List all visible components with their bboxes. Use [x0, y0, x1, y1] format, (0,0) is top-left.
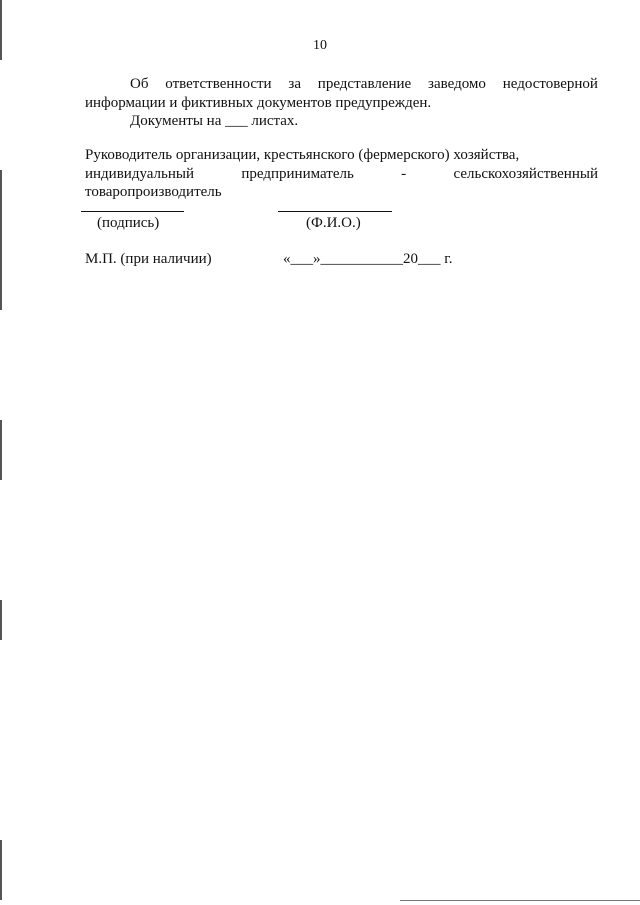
word: сельскохозяйственный — [453, 166, 598, 182]
documents-count-line: Документы на ___ листах. — [130, 113, 299, 129]
signature-caption: (подпись) — [97, 215, 160, 231]
word: за — [288, 76, 301, 92]
scan-edge-mark — [0, 600, 2, 640]
word: - — [401, 166, 407, 182]
head-line-3: товаропроизводитель — [85, 184, 222, 200]
word: представление — [317, 76, 412, 92]
page-number: 10 — [313, 38, 327, 53]
name-caption: (Ф.И.О.) — [306, 215, 361, 231]
date-line: «___»___________20___ г. — [283, 251, 453, 267]
scan-edge-mark — [0, 840, 2, 900]
name-line — [278, 211, 392, 212]
word: индивидуальный — [85, 166, 195, 182]
scan-edge-mark — [0, 170, 2, 310]
signature-line — [81, 211, 184, 212]
scan-edge-mark — [0, 420, 2, 480]
word: предприниматель — [241, 166, 354, 182]
responsibility-line-1 — [130, 75, 598, 94]
word: заведомо — [428, 76, 486, 92]
word: недостоверной — [502, 76, 598, 92]
word: ответственности — [165, 76, 272, 92]
head-line-2 — [85, 165, 598, 184]
stamp-label: М.П. (при наличии) — [85, 251, 212, 267]
head-line-1: Руководитель организации, крестьянского (фермерского) хозяйства, — [85, 147, 520, 163]
scan-bottom-line — [400, 900, 640, 901]
responsibility-line-2: информации и фиктивных документов предупрежден. — [85, 95, 432, 111]
word: Об — [130, 76, 149, 92]
